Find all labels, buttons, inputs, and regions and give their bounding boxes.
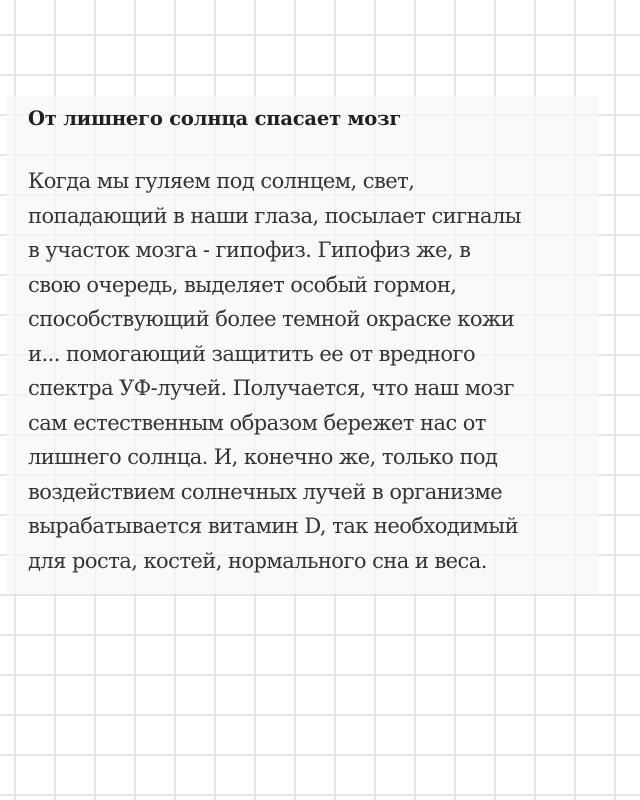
- paragraph-line: в участок мозга - гипофиз. Гипофиз же, в: [28, 238, 471, 262]
- paragraph-line: спектра УФ-лучей. Получается, что наш мозг: [28, 376, 514, 400]
- article-card: [6, 96, 598, 594]
- paragraph-line: попадающий в наши глаза, посылает сигналы: [28, 203, 521, 228]
- paragraph-line: Когда мы гуляем под солнцем, свет,: [28, 169, 415, 193]
- paragraph-line: воздействием солнечных лучей в организме: [28, 479, 503, 504]
- paragraph-line: свою очередь, выделяет особый гормон,: [28, 272, 457, 297]
- paragraph-line: сам естественным образом бережет нас от: [28, 410, 486, 435]
- paragraph-line: и... помогающий защитить ее от вредного: [28, 341, 476, 366]
- paragraph-line: способствующий более темной окраске кожи: [28, 307, 515, 331]
- article-paragraph: [28, 164, 603, 578]
- paragraph-line: для роста, костей, нормального сна и веса.: [28, 548, 487, 573]
- article-title: От лишнего солнца спасает мозг: [28, 107, 402, 130]
- paragraph-line: лишнего солнца. И, конечно же, только под: [28, 445, 498, 469]
- paragraph-line: вырабатывается витамин D, так необходимый: [28, 514, 519, 538]
